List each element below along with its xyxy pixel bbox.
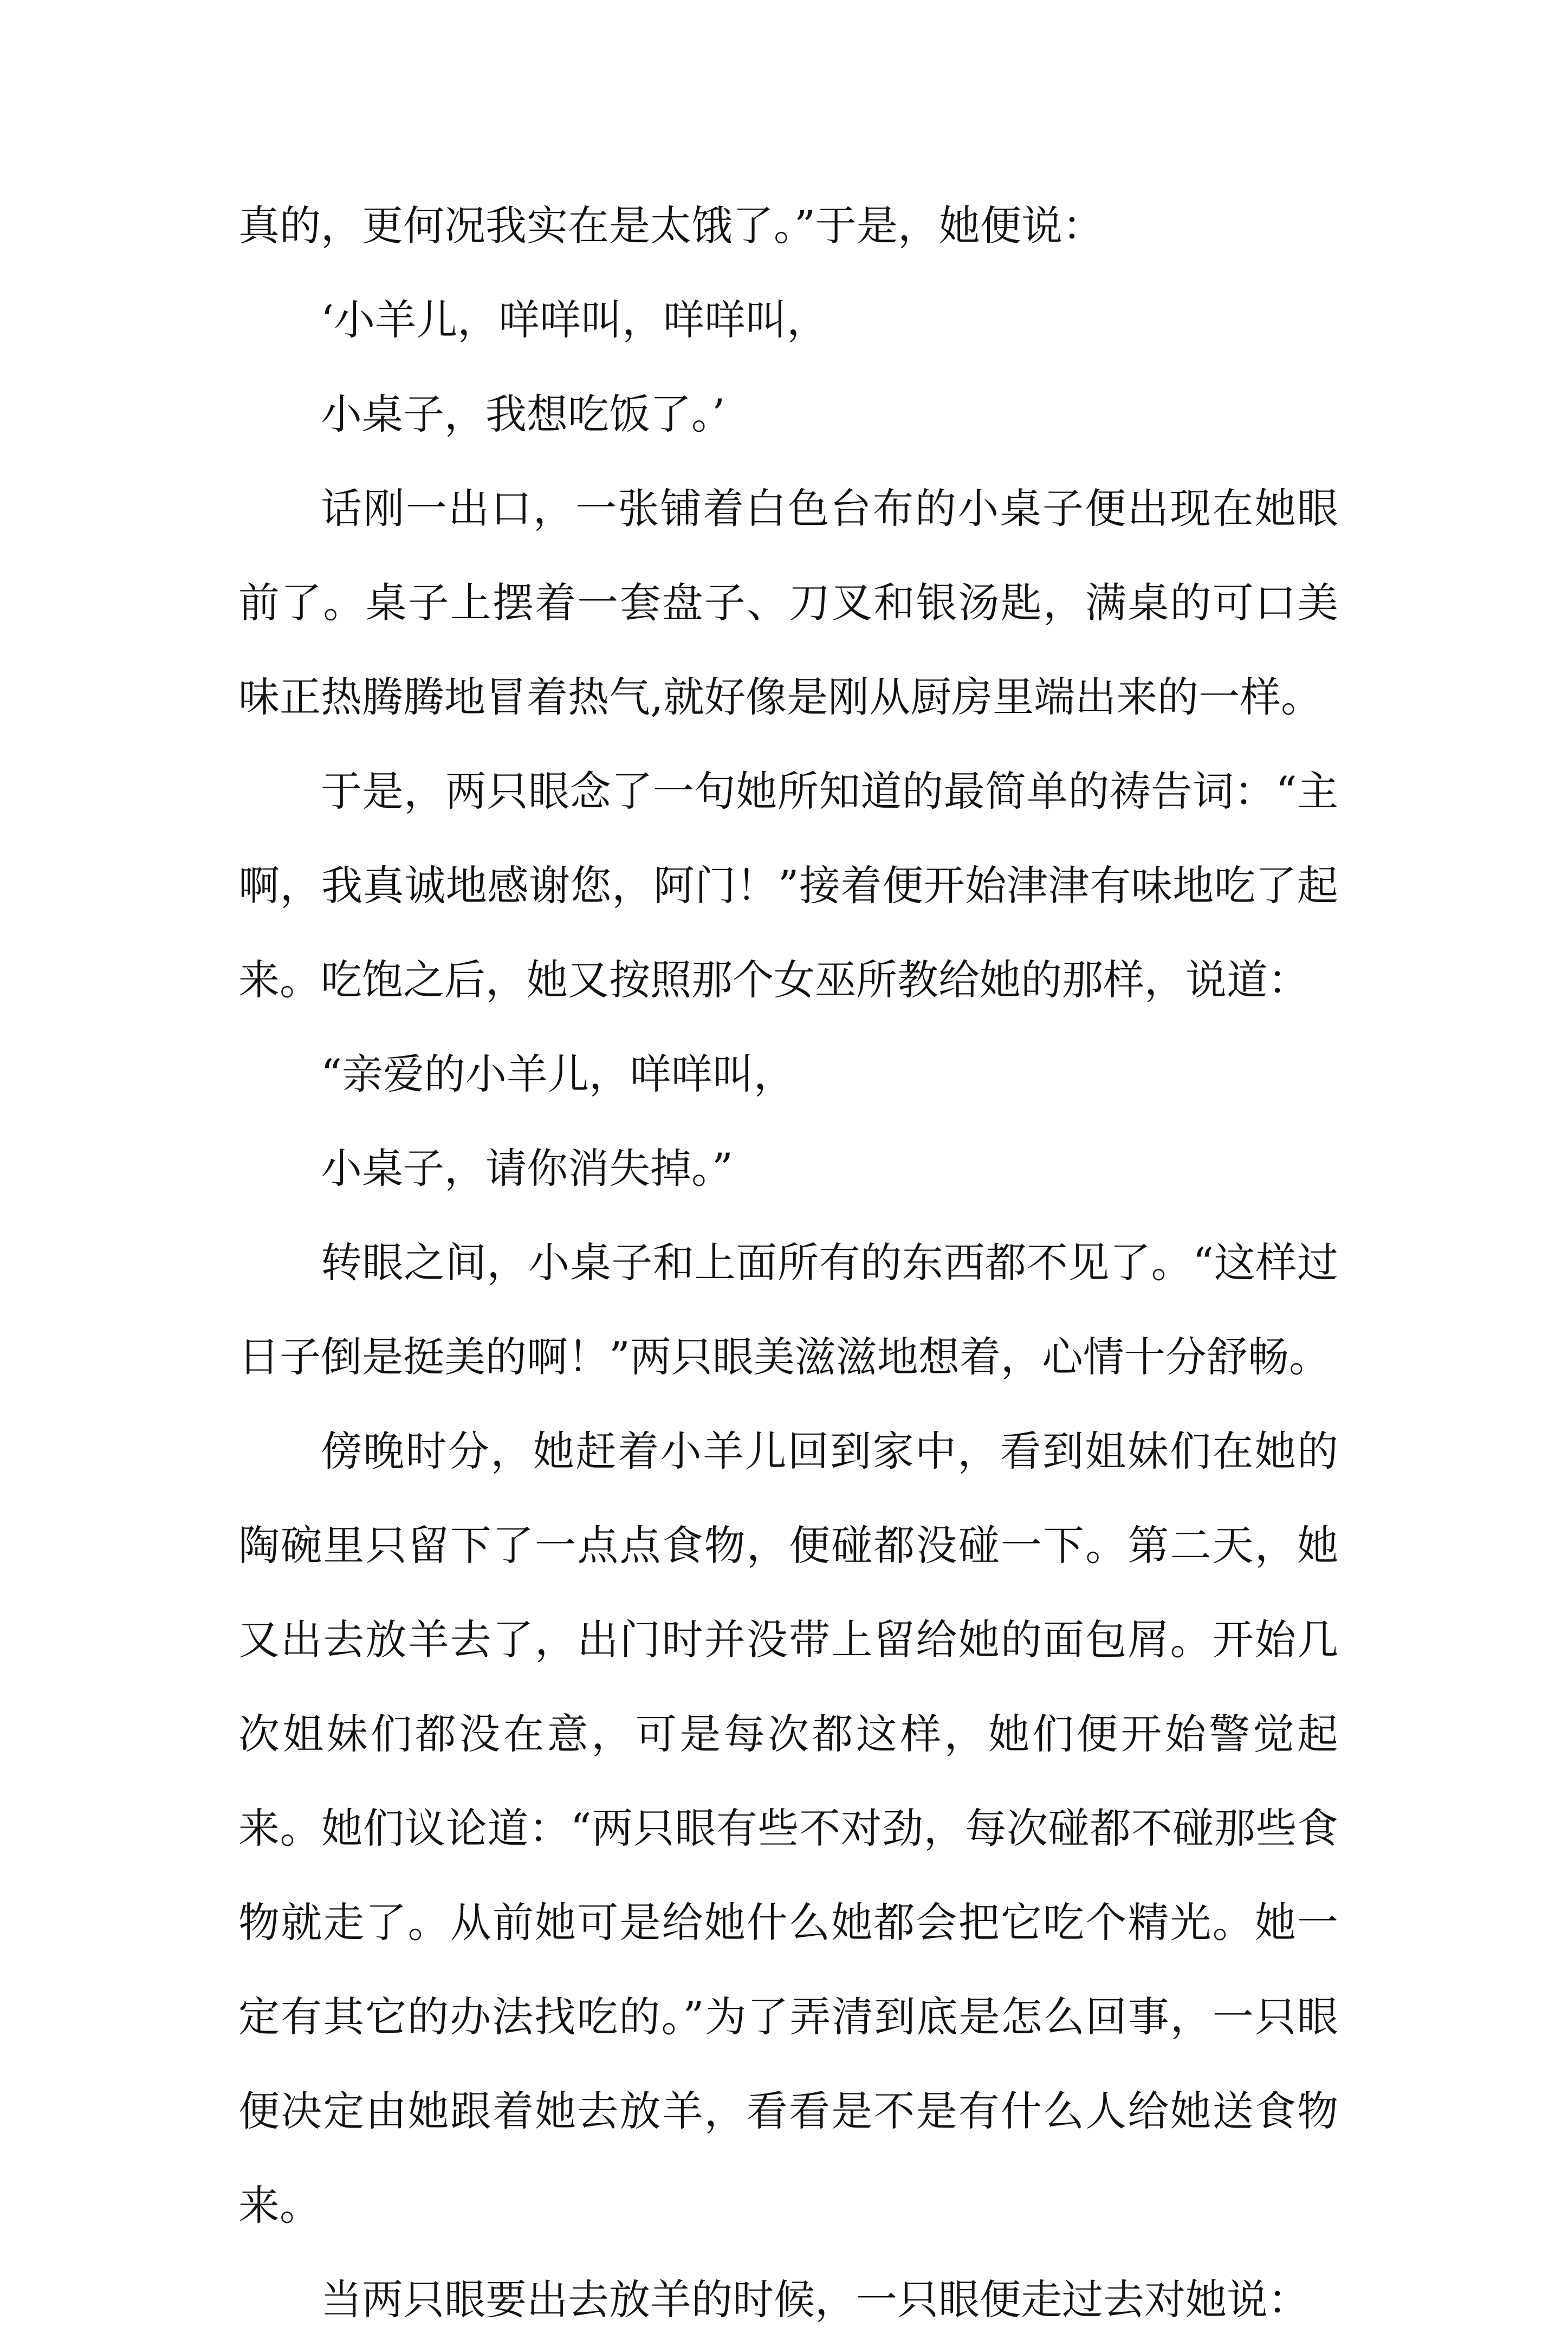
paragraph-4: 话刚一出口，一张铺着白色台布的小桌子便出现在她眼前了。桌子上摆着一套盘子、刀叉和银汤匙，满桌的可口美味正热腾腾地冒着热气,就好像是刚从厨房里端出来的一样。 bbox=[238, 484, 1338, 721]
paragraph-5: 于是，两只眼念了一句她所知道的最简单的祷告词：“主啊，我真诚地感谢您，阿门！”接着便开始津津有味地吃了起来。吃饱之后，她又按照那个女巫所教给她的那样，说道： bbox=[238, 767, 1338, 1004]
paragraph-8: 转眼之间，小桌子和上面所有的东西都不见了。“这样过日子倒是挺美的啊！”两只眼美滋滋地想着，心情十分舒畅。 bbox=[238, 1239, 1338, 1381]
paragraph-1: 真的，更何况我实在是太饿了。”于是，她便说： bbox=[238, 202, 1104, 250]
paragraph-7: 小桌子，请你消失掉。” bbox=[321, 1144, 733, 1192]
paragraph-6: “亲爱的小羊儿，咩咩叫， bbox=[321, 1050, 795, 1098]
paragraph-10: 当两只眼要出去放羊的时候，一只眼便走过去对她说： bbox=[321, 2275, 1309, 2324]
story-text bbox=[238, 179, 1338, 2347]
paragraph-3: 小桌子，我想吃饭了。’ bbox=[321, 390, 725, 438]
paragraph-9: 傍晚时分，她赶着小羊儿回到家中，看到姐妹们在她的陶碗里只留下了一点点食物，便碰都没碰一下。第二天，她又出去放羊去了，出门时并没带上留给她的面包屑。开始几次姐妹们都没在意，可是每次都这样，她们便开始警觉起来。她们议论道：“两只眼有些不对劲，每次碰都不碰那些食物就走了。从前她可是给她什么她都会把它吃个精光。她一定有其它的办法找吃的。”为了弄清到底是怎么回事，一只眼便决定由她跟着她去放羊，看看是不是有什么人给她送食物来。 bbox=[238, 1427, 1338, 2229]
paragraph-2: ‘小羊儿，咩咩叫，咩咩叫， bbox=[321, 296, 828, 344]
